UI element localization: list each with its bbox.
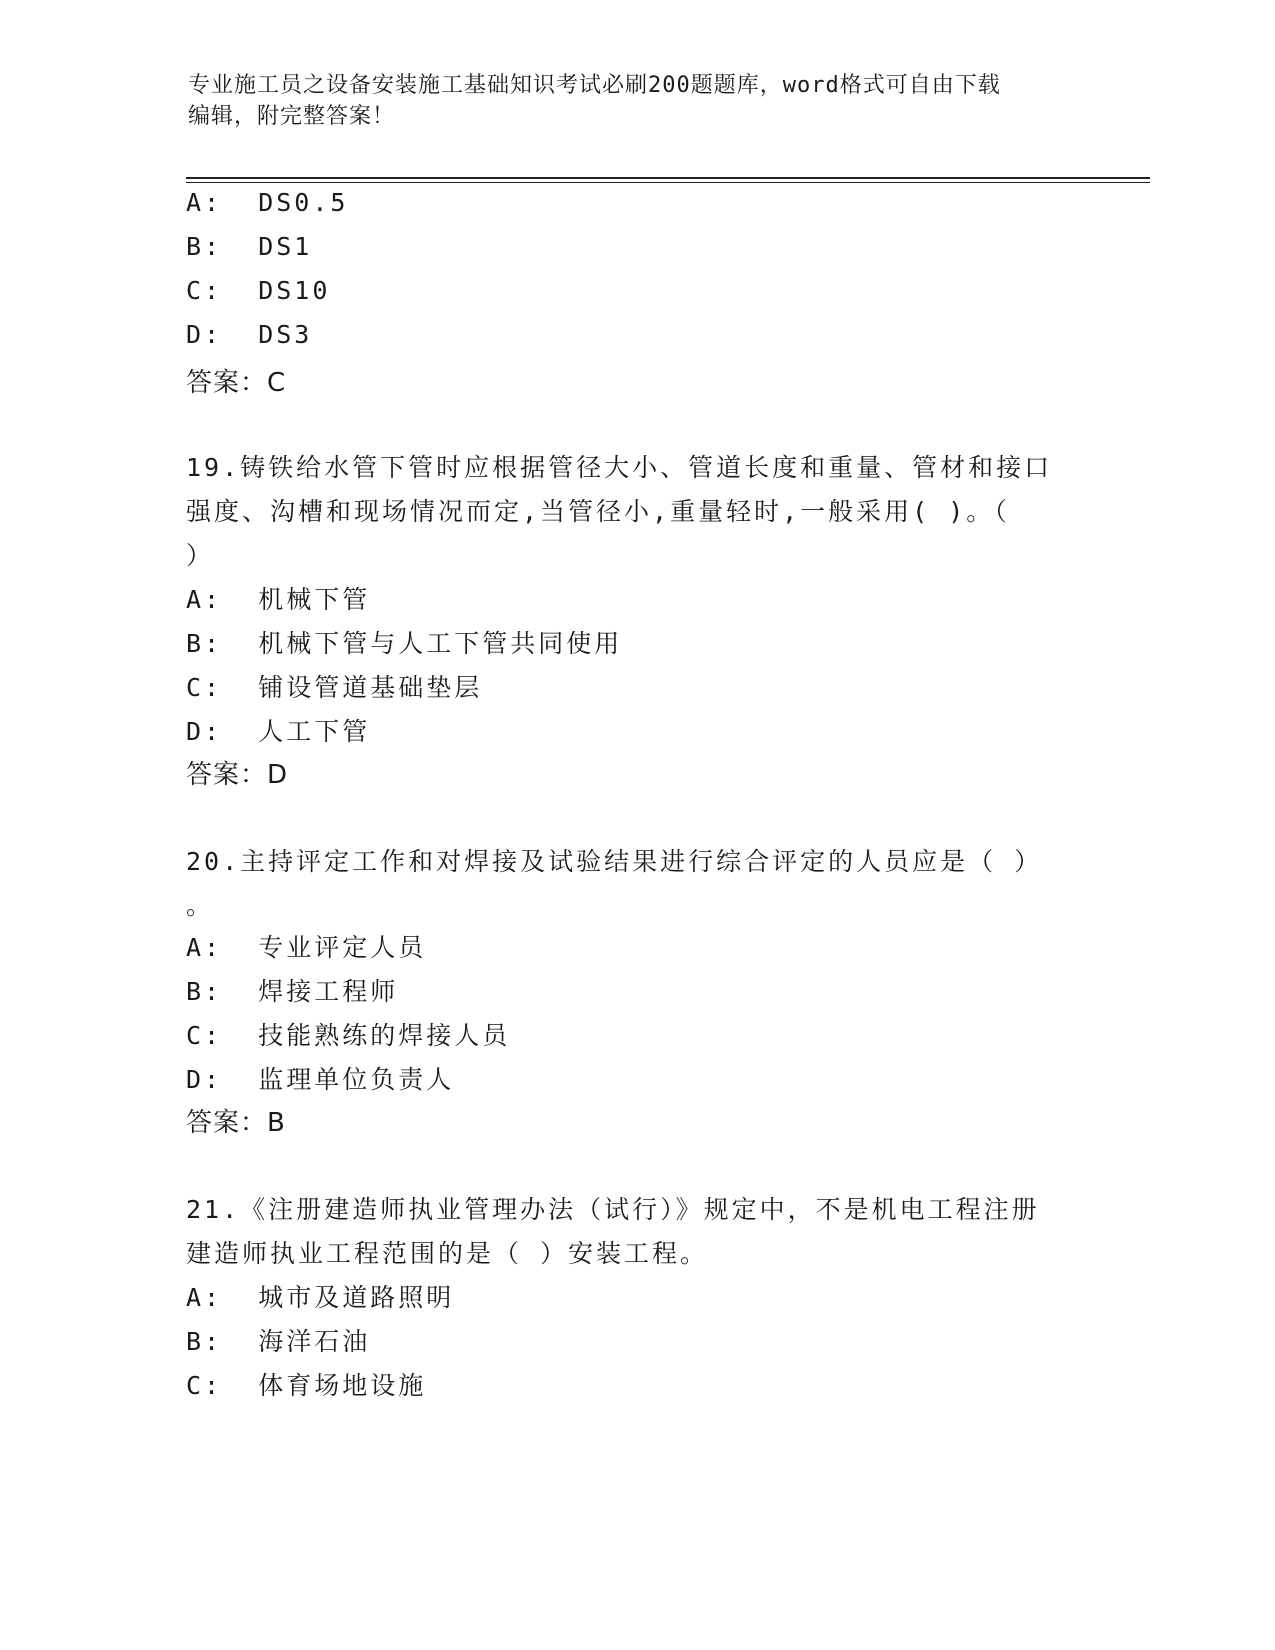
q20-stem-line-2: 。: [186, 891, 215, 920]
q19-answer: 答案：D: [186, 760, 289, 790]
header-divider-thin: [186, 182, 1150, 183]
q21-option-b: B: 海洋石油: [186, 1327, 371, 1356]
q20-option-c: C: 技能熟练的焊接人员: [186, 1021, 511, 1050]
q21-stem-line-1: 21.《注册建造师执业管理办法（试行）》规定中，不是机电工程注册: [186, 1195, 1040, 1224]
q20-option-b: B: 焊接工程师: [186, 977, 399, 1006]
q18-option-d: D: DS3: [186, 320, 313, 349]
q20-answer: 答案：B: [186, 1108, 286, 1138]
q18-option-a: A: DS0.5: [186, 188, 349, 217]
document-header: 专业施工员之设备安装施工基础知识考试必刷200题题库，word格式可自由下载 编辑，附完整答案！: [188, 73, 1001, 129]
q19-option-d: D: 人工下管: [186, 717, 371, 746]
q18-answer: 答案：C: [186, 368, 287, 398]
q19-option-c: C: 铺设管道基础垫层: [186, 673, 483, 702]
q21-stem-line-2: 建造师执业工程范围的是（ ）安装工程。: [186, 1239, 709, 1268]
q18-option-c: C: DS10: [186, 276, 331, 305]
q18-option-b: B: DS1: [186, 232, 313, 261]
q19-stem-line-1: 19.铸铁给水管下管时应根据管径大小、管道长度和重量、管材和接口: [186, 453, 1053, 482]
q19-stem-line-2: 强度、沟槽和现场情况而定,当管径小,重量轻时,一般采用( )。（: [186, 497, 1010, 526]
q21-option-a: A: 城市及道路照明: [186, 1283, 455, 1312]
q20-option-a: A: 专业评定人员: [186, 933, 427, 962]
q21-option-c: C: 体育场地设施: [186, 1371, 427, 1400]
q19-option-a: A: 机械下管: [186, 585, 371, 614]
q19-stem-line-3: ）: [186, 541, 215, 570]
header-divider-thick: [186, 177, 1150, 179]
q20-stem-line-1: 20.主持评定工作和对焊接及试验结果进行综合评定的人员应是（ ）: [186, 847, 1043, 876]
q19-option-b: B: 机械下管与人工下管共同使用: [186, 629, 623, 658]
q20-option-d: D: 监理单位负责人: [186, 1065, 455, 1094]
